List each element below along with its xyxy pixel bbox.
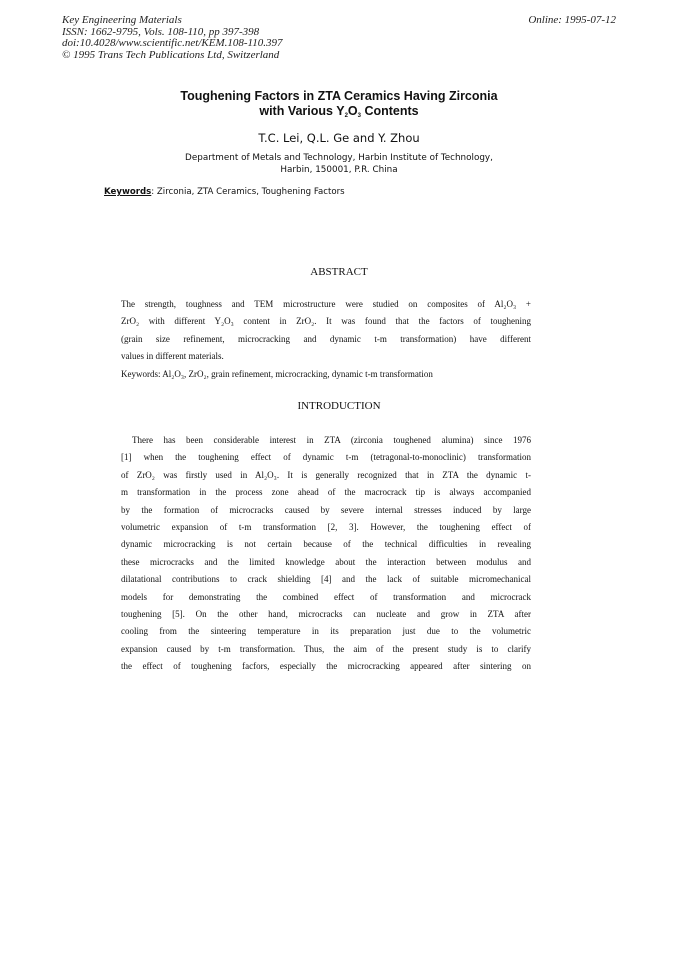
copyright-line: © 1995 Trans Tech Publications Ltd, Switzerland (62, 48, 280, 61)
intro-line: toughening [5]. On the other hand, microcracks can nucleate and grow in ZTA after (121, 609, 531, 620)
abstract-keywords: Keywords: Al₂O₃, ZrO₂, grain refinement, microcracking, dynamic t-m transformation (121, 368, 433, 379)
intro-line: expansion caused by t-m transformation. Thus, the aim of the present study is to clarify (121, 643, 531, 654)
title-text: Contents (361, 104, 419, 118)
keywords (104, 187, 345, 197)
title-line-2 (0, 104, 678, 119)
title-text: O (347, 104, 358, 118)
title-line-1: Toughening Factors in ZTA Ceramics Having Zirconia (180, 89, 498, 103)
affiliation (0, 153, 678, 176)
intro-line: There has been considerable interest in ZTA (zirconia toughened alumina) since 1976 (132, 435, 531, 445)
issn-line: ISSN: 1662-9795, Vols. 108-110, pp 397-398 (62, 25, 260, 38)
affiliation-line-2: Harbin, 150001, P.R. China (280, 164, 398, 175)
intro-line: [1] when the toughening effect of dynamic t-m (tetragonal-to-monoclinic) transformation (121, 452, 531, 463)
abstract-line: (grain size refinement, microcracking and dynamic t-m transformation) have different (121, 333, 531, 344)
intro-line: volumetric expansion of t-m transformation [2, 3]. However, the toughening effect of (121, 522, 531, 533)
intro-line: models for demonstrating the combined effect of transformation and microcrack (121, 591, 531, 602)
intro-line: by the formation of microcracks caused by severe internal stresses induced by large (121, 504, 531, 515)
introduction-heading: INTRODUCTION (297, 400, 381, 412)
doi-line: doi:10.4028/www.scientific.net/KEM.108-110.397 (62, 37, 283, 49)
affiliation-line-1: Department of Metals and Technology, Harbin Institute of Technology, (185, 153, 493, 163)
intro-line: of ZrO₂ was firstly used in Al₂O₃. It is generally recognized that in ZTA the dynamic t- (121, 469, 531, 480)
introduction-body (121, 432, 531, 676)
keywords-label: Keywords (104, 187, 152, 197)
intro-line: these microcracks and the limited knowledge about the interaction between modulus and (121, 556, 531, 567)
abstract-line: ZrO₂ with different Y₂O₃ content in ZrO₂. It was found that the factors of toughening (121, 316, 531, 327)
abstract-line: values in different materials. (121, 351, 224, 362)
intro-line: dilatational contributions to crack shielding [4] and the lack of suitable micromechanical (121, 574, 531, 585)
title-text: with Various Y (259, 104, 345, 118)
intro-line: the effect of toughening facfors, especially the microcracking appeared after sintering on (121, 661, 531, 672)
title-subscript: 2 (344, 113, 348, 119)
keywords-text: : Zirconia, ZTA Ceramics, Toughening Factors (151, 187, 345, 197)
intro-line: cooling from the sinteering temperature in its preparation just due to the volumetric (121, 626, 531, 637)
authors: T.C. Lei, Q.L. Ge and Y. Zhou (258, 131, 420, 145)
abstract-heading: ABSTRACT (310, 266, 368, 278)
journal-name: Key Engineering Materials (62, 14, 182, 26)
abstract-line: The strength, toughness and TEM microstructure were studied on composites of Al₂O₃ + (121, 299, 531, 309)
title-subscript: 3 (357, 113, 361, 119)
abstract-body (121, 296, 531, 383)
journal-header (62, 15, 283, 61)
online-date: Online: 1995-07-12 (528, 14, 616, 26)
intro-line: m transformation in the process zone ahead of the macrocrack tip is always accompanied (121, 487, 531, 498)
paper-title (0, 89, 678, 119)
intro-line: dynamic microcracking is not certain because of the technical difficulties in revealing (121, 539, 531, 550)
